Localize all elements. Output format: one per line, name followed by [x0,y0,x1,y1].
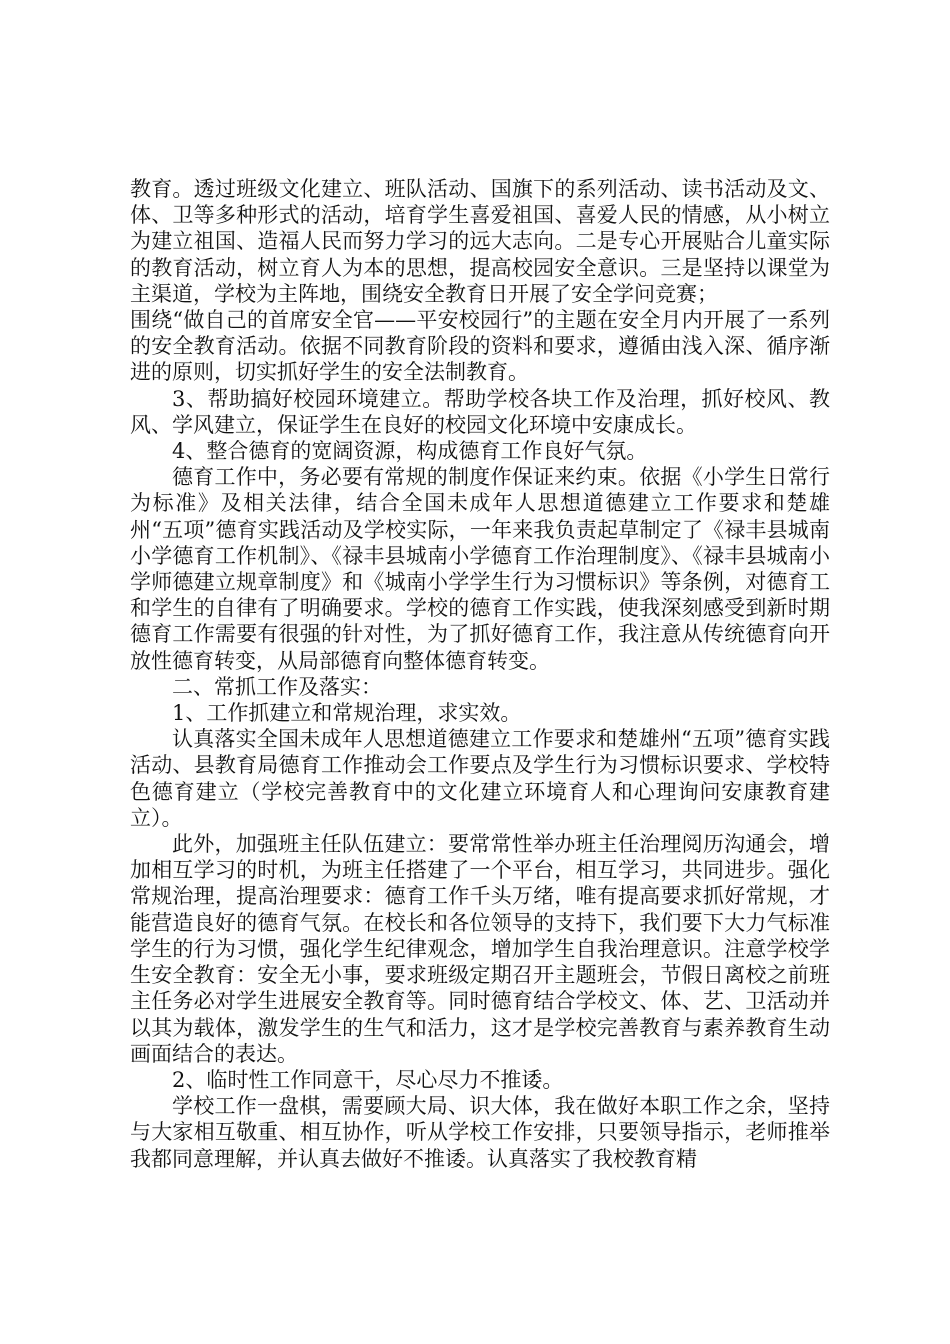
section-heading-2: 二、常抓工作及落实： [172,674,382,699]
paragraph-3: 3、帮助搞好校园环境建立。帮助学校各块工作及治理，抓好校风、教风、学风建立，保证学生在良好的校园文化环境中安康成长。 [130,386,830,437]
paragraph-4: 4、整合德育的宽阔资源，构成德育工作良好气氛。 [172,439,648,464]
subheading-2: 2、临时性工作同意干，尽心尽力不推诿。 [172,1067,564,1092]
subheading-1: 1、工作抓建立和常规治理，求实效。 [172,701,522,726]
paragraph-1: 教育。透过班级文化建立、班队活动、国旗下的系列活动、读书活动及文、体、卫等多种形式的活动，培育学生喜爱祖国、喜爱人民的情感，从小树立为建立祖国、造福人民而努力学习的远大志向。二是专心开展贴合儿童实际的教育活动，树立育人为本的思想，提高校园安全意识。三是坚持以课堂为主渠道，学校为主阵地，围绕安全教育日开展了安全学问竞赛； [130,177,830,306]
document-body [130,176,830,1172]
paragraph-6: 认真落实全国未成年人思想道德建立工作要求和楚雄州“五项”德育实践活动、县教育局德育工作推动会工作要点及学生行为习惯标识要求、学校特色德育建立（学校完善教育中的文化建立环境育人和心理询问安康教育建立）。 [130,727,830,830]
paragraph-8: 学校工作一盘棋，需要顾大局、识大体，我在做好本职工作之余，坚持与大家相互敬重、相互协作，听从学校工作安排，只要领导指示，老师推举我都同意理解，并认真去做好不推诿。认真落实了我校教育精 [130,1094,830,1171]
paragraph-5: 德育工作中，务必要有常规的制度作保证来约束。依据《小学生日常行为标准》及相关法律，结合全国未成年人思想道德建立工作要求和楚雄州“五项”德育实践活动及学校实际，一年来我负责起草制定了《禄丰县城南小学德育工作机制》、《禄丰县城南小学德育工作治理制度》、《禄丰县城南小学师德建立规章制度》和《城南小学学生行为习惯标识》等条例，对德育工和学生的自律有了明确要求。学校的德育工作实践，使我深刻感受到新时期德育工作需要有很强的针对性，为了抓好德育工作，我注意从传统德育向开放性德育转变，从局部德育向整体德育转变。 [130,465,830,673]
paragraph-2: 围绕“做自己的首席安全官——平安校园行”的主题在安全月内开展了一系列的安全教育活动。依据不同教育阶段的资料和要求，遵循由浅入深、循序渐进的原则，切实抓好学生的安全法制教育。 [130,308,830,385]
paragraph-7: 此外，加强班主任队伍建立：要常常性举办班主任治理阅历沟通会，增加相互学习的时机，为班主任搭建了一个平台，相互学习，共同进步。强化常规治理，提高治理要求：德育工作千头万绪，唯有提高要求抓好常规，才能营造良好的德育气氛。在校长和各位领导的支持下，我们要下大力气标准学生的行为习惯，强化学生纪律观念，增加学生自我治理意识。注意学校学生安全教育：安全无小事，要求班级定期召开主题班会，节假日离校之前班主任务必对学生进展安全教育等。同时德育结合学校文、体、艺、卫活动并以其为载体，激发学生的生气和活力，这才是学校完善教育与素养教育生动画面结合的表达。 [130,832,830,1066]
